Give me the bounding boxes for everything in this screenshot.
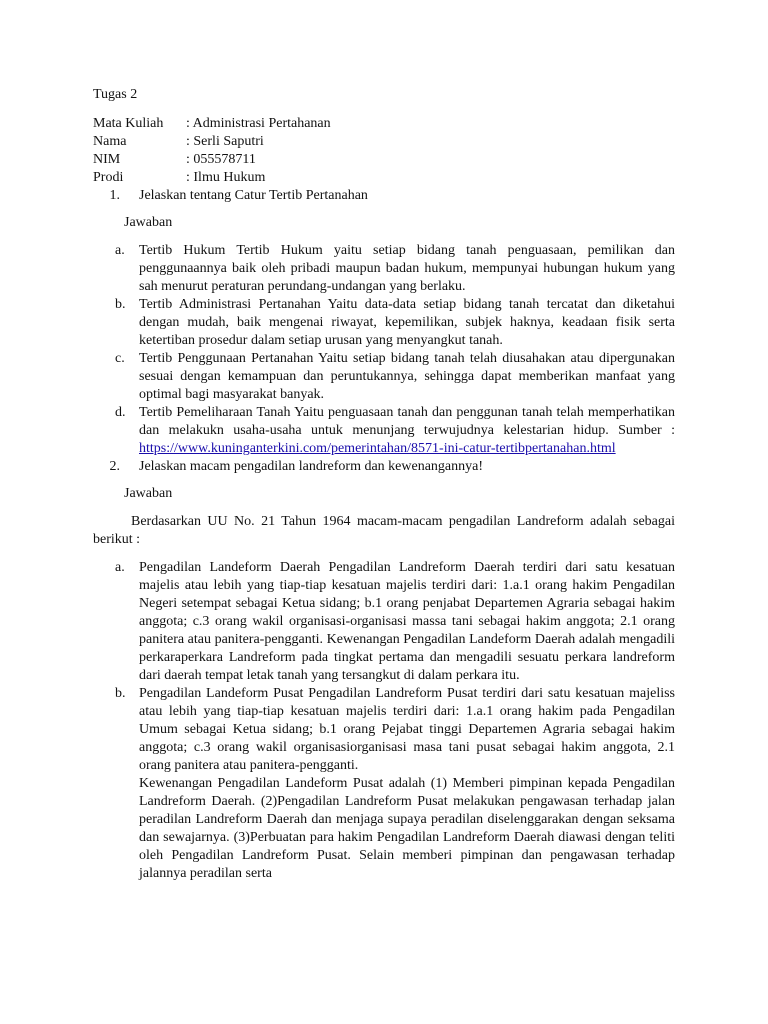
continuation-paragraph: Kewenangan Pengadilan Landeform Pusat adalah (1) Memberi pimpinan kepada Pengadilan Landreform Daerah. (2)Pengadilan Landreform Pusat melakukan pengawasan terhadap jalan peradilan Landreform Daerah dan menjaga supaya peradilan diselenggarakan dengan seksama dan sewajarnya. (3)Perbuatan para hakim Pengadilan Landreform Daerah diawasi dengan teliti oleh Pengadilan Landreform Pusat. Selain memberi pimpinan dan pengawasan terhadap jalannya peradilan serta	[139, 776, 675, 881]
document-content	[93, 86, 675, 883]
info-label: Prodi	[93, 170, 124, 185]
list-item	[93, 404, 675, 458]
student-info	[93, 115, 675, 187]
info-value: : Serli Saputri	[186, 134, 264, 149]
info-value: : Ilmu Hukum	[186, 170, 266, 185]
source-link[interactable]: https://www.kuninganterkini.com/pemerintahan/8571-ini-catur-tertibpertanahan.html	[139, 441, 616, 456]
info-row-course	[93, 115, 675, 133]
list-item	[93, 559, 675, 685]
intro-paragraph: Berdasarkan UU No. 21 Tahun 1964 macam-macam pengadilan Landreform adalah sebagai berikut :	[93, 514, 675, 547]
list-text: Tertib Administrasi Pertanahan Yaitu data-data setiap bidang tanah tercatat dan diketahui dengan mudah, baik mengenai riwayat, kepemilikan, subjek haknya, keadaan fisik serta ketertiban prosedur dalam setiap urusan yang menyangkut tanah.	[139, 297, 675, 348]
list-text: Pengadilan Landeform Daerah Pengadilan Landreform Daerah terdiri dari satu kesatuan majelis atau lebih yang tiap-tiap kesatuan majelis terdiri dari: 1.a.1 orang hakim Pengadilan Negeri setempat sebagai Ketua sidang; b.1 orang penjabat Departemen Agraria sebagai hakim anggota; c.3 orang wakil organisasi-organisasi massa tani sebagai hakim anggota; 2.1 orang panitera atau panitera-pengganti. Kewenangan Pengadilan Landeform Daerah adalah mengadili perkaraperkara Landreform pada tingkat pertama dan mengadili sesuatu perkara landreform dari daerah tempat letak tanah yang tersangkut di dalam perkara itu.	[139, 560, 675, 683]
list-text: Pengadilan Landeform Pusat Pengadilan Landreform Pusat terdiri dari satu kesatuan majeliss atau lebih yang tiap-tiap kesatuan majelis terdiri dari: 1.a.1 orang hakim pada Pengadilan Umum sebagai Ketua sidang; b.1 orang Pejabat tinggi Departemen Agraria sebagai hakim anggota; c.3 orang wakil organisasiorganisasi masa tani pusat sebagai hakim anggota, 2.1 orang panitera atau panitera-pengganti.	[139, 686, 675, 773]
list-item	[93, 685, 675, 775]
list-marker: c.	[115, 351, 125, 366]
info-label: Nama	[93, 134, 127, 149]
info-row-nim	[93, 151, 675, 169]
list-item	[93, 350, 675, 404]
question-number: 1.	[109, 188, 120, 203]
list-item	[93, 296, 675, 350]
document-title: Tugas 2	[93, 87, 138, 102]
question-number: 2.	[109, 459, 120, 474]
list-text: Tertib Pemeliharaan Tanah Yaitu penguasaan tanah dan penggunan tanah telah memperhatikan dan melakukn usaha-usaha untuk menunjang terwujudnya kelestarian hidup. Sumber :	[139, 405, 675, 438]
info-label: NIM	[93, 152, 121, 167]
list-marker: d.	[115, 405, 126, 420]
info-value: : 055578711	[186, 152, 256, 167]
list-marker: b.	[115, 297, 126, 312]
info-label: Mata Kuliah	[93, 116, 164, 131]
answer-label: Jawaban	[124, 215, 173, 230]
list-text-with-link	[139, 404, 675, 458]
question-text: Jelaskan tentang Catur Tertib Pertanahan	[139, 188, 368, 203]
list-text: Tertib Hukum Tertib Hukum yaitu setiap bidang tanah penguasaan, pemilikan dan penggunaannya baik oleh pribadi maupun badan hukum, mempunyai hubungan hukum yang sah menurut peraturan perundang-undangan yang berlaku.	[139, 243, 675, 294]
list-marker: a.	[115, 243, 125, 258]
question-text: Jelaskan macam pengadilan landreform dan kewenangannya!	[139, 459, 484, 474]
answer-label: Jawaban	[124, 486, 173, 501]
list-marker: a.	[115, 560, 125, 575]
info-row-name	[93, 133, 675, 151]
list-text: Tertib Penggunaan Pertanahan Yaitu setiap bidang tanah telah diusahakan atau dipergunakan sesuai dengan kemampuan dan peruntukannya, sehingga dapat memberikan manfaat yang optimal bagi masyarakat banyak.	[139, 351, 675, 402]
list-marker: b.	[115, 686, 126, 701]
question-2	[93, 458, 675, 476]
list-item	[93, 242, 675, 296]
info-row-prodi	[93, 169, 675, 187]
info-value: : Administrasi Pertahanan	[186, 116, 331, 131]
question-1	[93, 187, 675, 205]
